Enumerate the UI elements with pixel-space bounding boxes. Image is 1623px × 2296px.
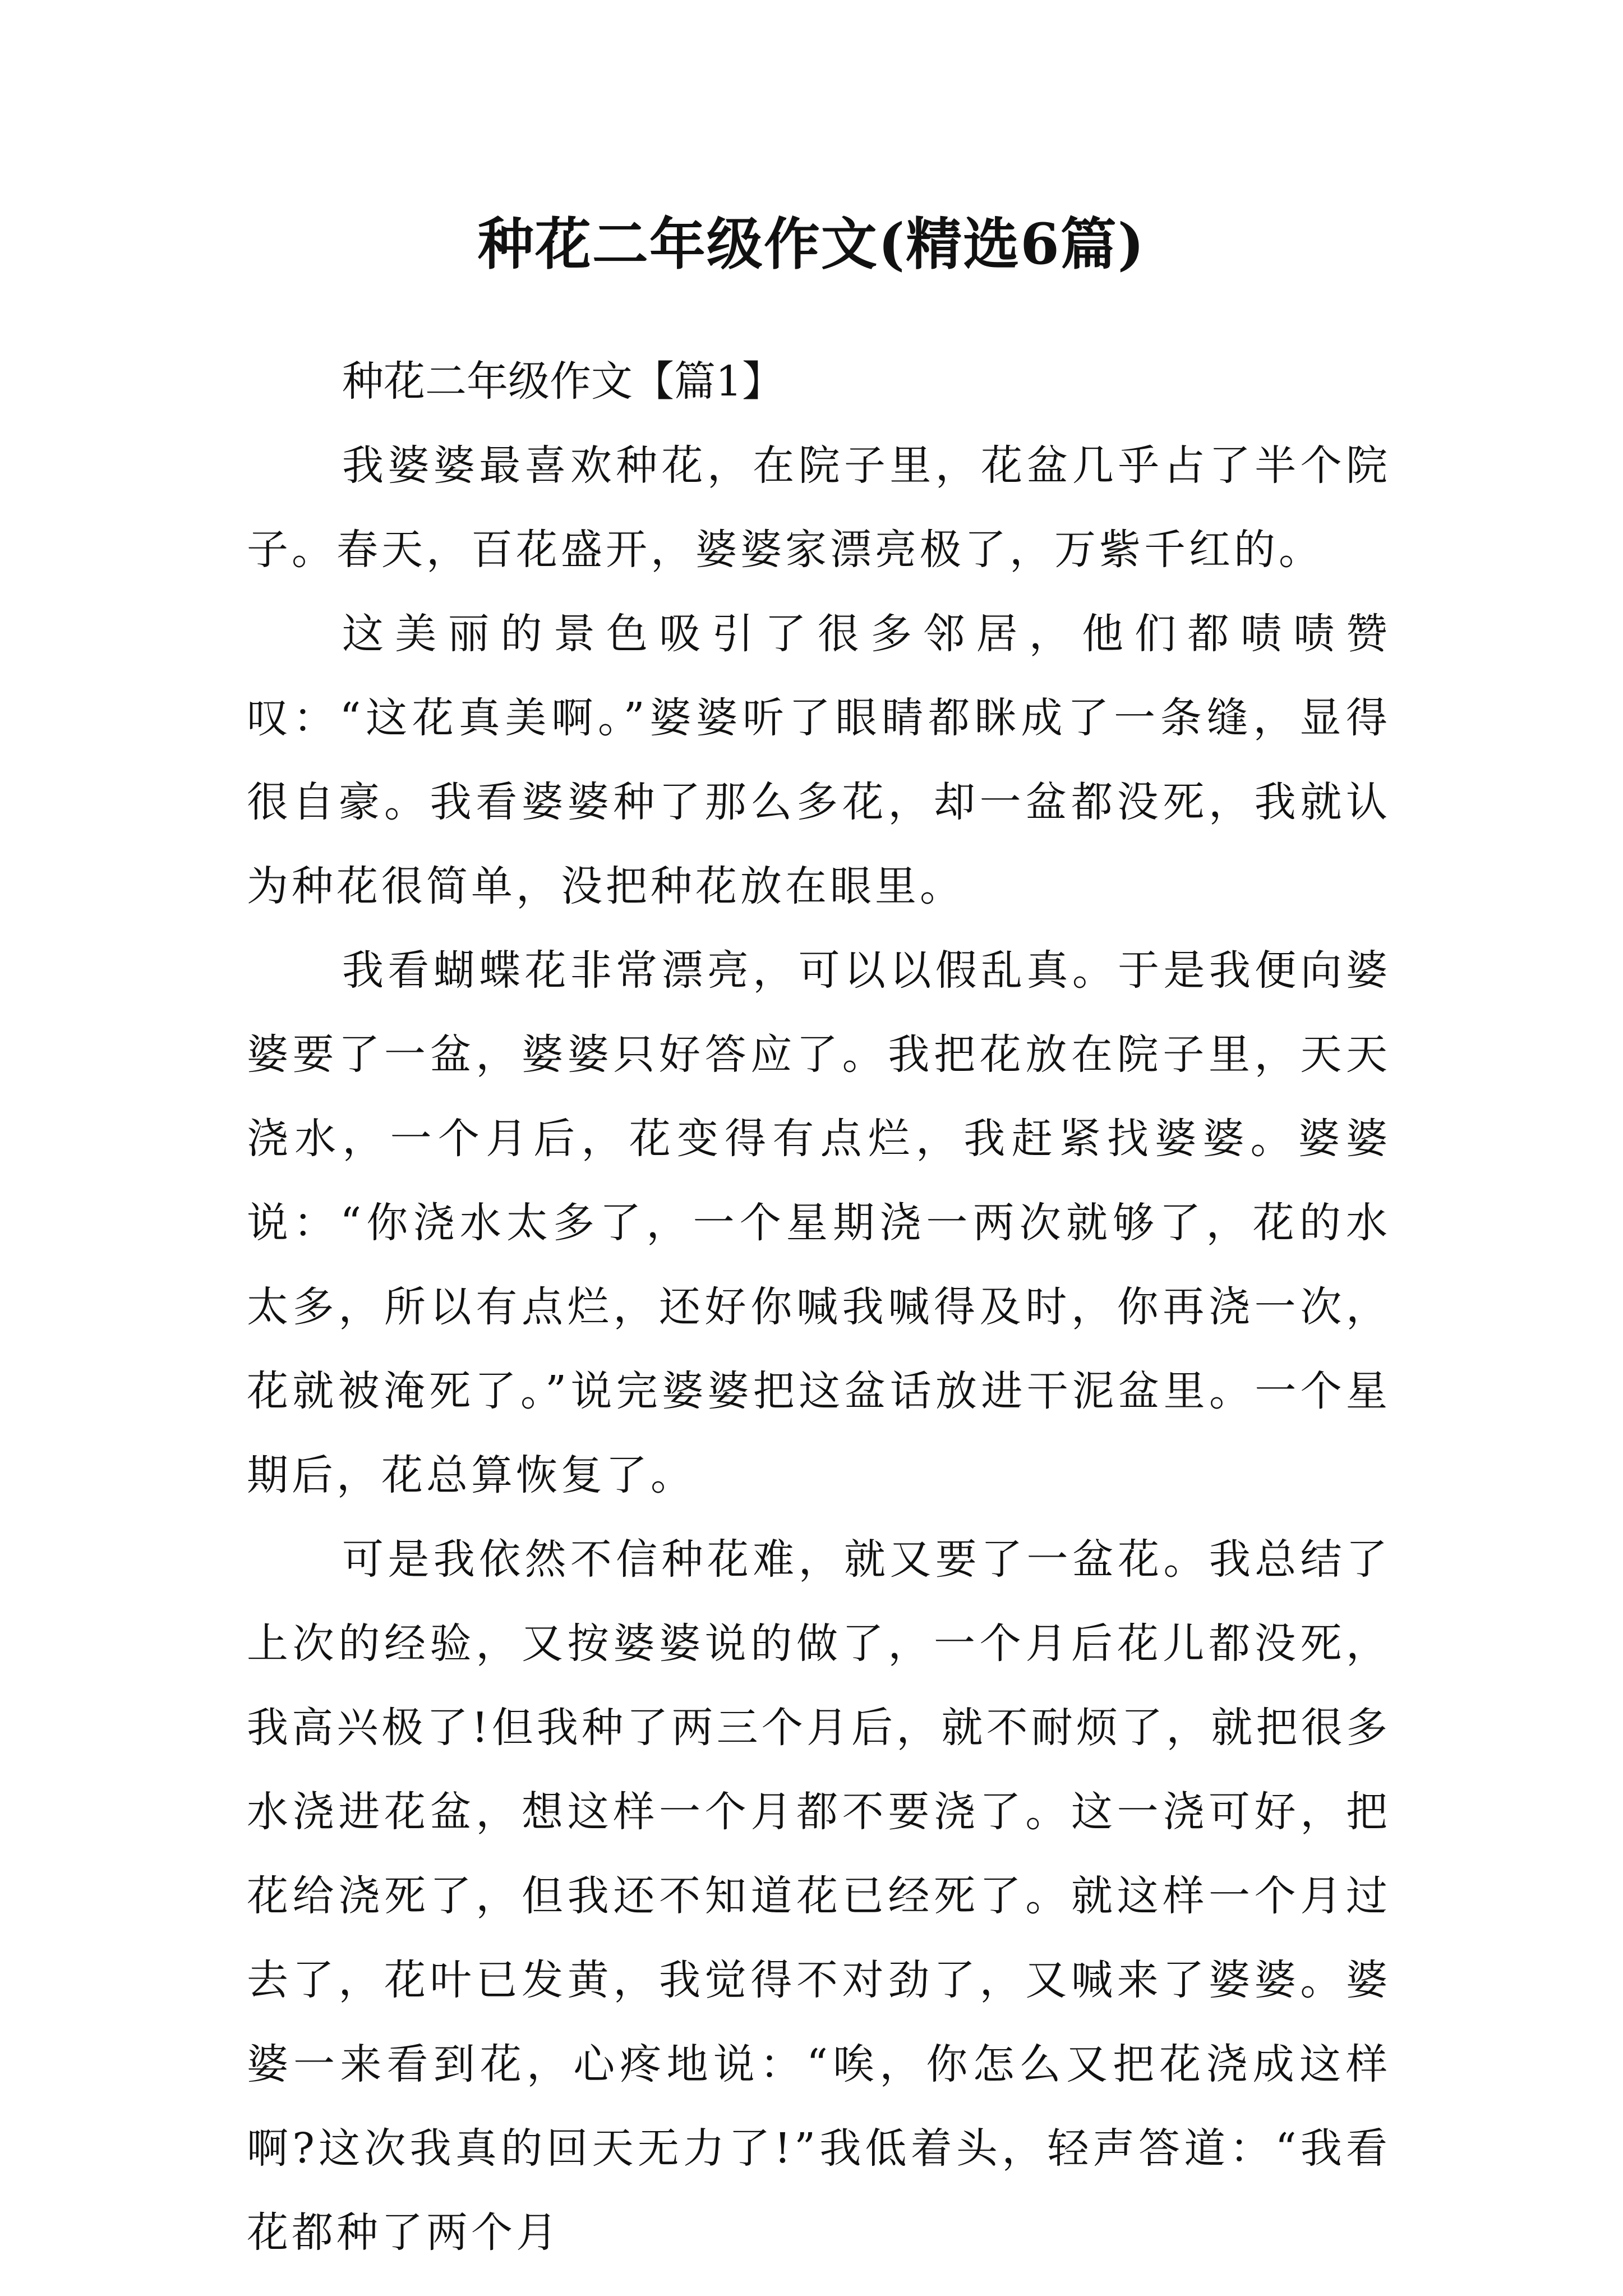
paragraph: 我看蝴蝶花非常漂亮，可以以假乱真。于是我便向婆婆要了一盆，婆婆只好答应了。我把花放在院子里，天天浇水，一个月后，花变得有点烂，我赶紧找婆婆。婆婆说：“你浇水太多了，一个星期浇一两次就够了，花的水太多，所以有点烂，还好你喊我喊得及时，你再浇一次，花就被淹死了。”说完婆婆把这盆话放进干泥盆里。一个星期后，花总算恢复了。 <box>247 946 1391 1499</box>
paragraph: 我婆婆最喜欢种花，在院子里，花盆几乎占了半个院子。春天，百花盛开，婆婆家漂亮极了，万紫千红的。 <box>247 441 1391 574</box>
section-heading: 种花二年级作文【篇1】 <box>342 357 784 406</box>
paragraph: 可是我依然不信种花难，就又要了一盆花。我总结了上次的经验，又按婆婆说的做了，一个月后花儿都没死，我高兴极了!但我种了两三个月后，就不耐烦了，就把很多水浇进花盆，想这样一个月都不要浇了。这一浇可好，把花给浇死了，但我还不知道花已经死了。就这样一个月过去了，花叶已发黄，我觉得不对劲了，又喊来了婆婆。婆婆一来看到花，心疼地说：“唉，你怎么又把花浇成这样啊?这次我真的回天无力了!”我低着头，轻声答道：“我看花都种了两个月 <box>247 1535 1391 2257</box>
document-body <box>247 339 1391 2275</box>
paragraph: 这美丽的景色吸引了很多邻居，他们都啧啧赞叹：“这花真美啊。”婆婆听了眼睛都眯成了一条缝，显得很自豪。我看婆婆种了那么多花，却一盆都没死，我就认为种花很简单，没把种花放在眼里。 <box>247 610 1391 910</box>
document-title: 种花二年级作文(精选6篇) <box>477 211 1146 277</box>
